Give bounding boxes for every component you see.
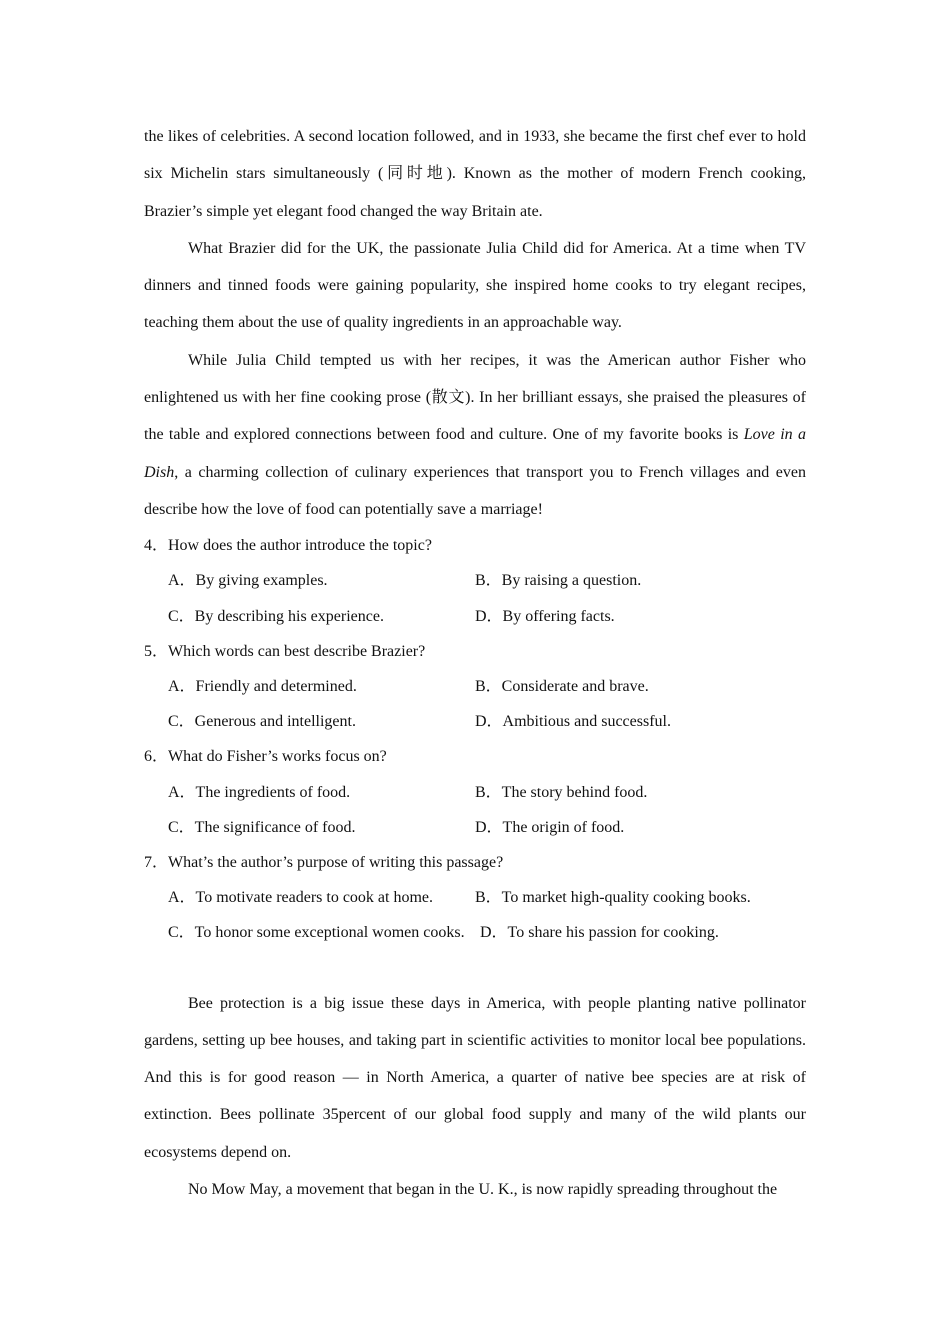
question-5 <box>144 634 806 740</box>
option-row <box>144 669 806 704</box>
option-c: C．By describing his experience. <box>168 607 384 625</box>
option-row <box>144 775 806 810</box>
question-4 <box>144 528 806 634</box>
option-b: B．By raising a question. <box>475 572 642 590</box>
option-row <box>144 880 806 915</box>
question-7 <box>144 845 806 951</box>
option-c: C．The significance of food. <box>168 818 356 836</box>
passage1-paragraph-2: What Brazier did for the UK, the passionate Julia Child did for America. At a time when TV dinners and tinned foods were gaining popularity, she inspired home cooks to try elegant recipes, teaching them about the use of quality ingredients in an approachable way. <box>144 239 806 332</box>
paragraph-text: , a charming collection of culinary experiences that transport you to French villages and even describe how the love of food can potentially save a marriage! <box>144 463 806 518</box>
question-stem: 5．Which words can best describe Brazier? <box>144 642 426 660</box>
option-a: A．The ingredients of food. <box>168 783 351 801</box>
book-title: Love in a Dish <box>144 426 807 481</box>
section-gap <box>144 951 806 985</box>
option-b: B．The story behind food. <box>475 783 648 801</box>
option-row <box>144 563 806 598</box>
option-row <box>144 915 806 950</box>
option-c: C．To honor some exceptional women cooks. <box>168 924 465 942</box>
question-stem: 4．How does the author introduce the topic? <box>144 537 432 555</box>
option-d: D．To share his passion for cooking. <box>480 924 719 942</box>
option-d: D．Ambitious and successful. <box>475 713 671 731</box>
passage2-paragraph-2: No Mow May, a movement that began in the U. K., is now rapidly spreading throughout the <box>188 1181 778 1198</box>
question-6 <box>144 739 806 845</box>
option-d: D．By offering facts. <box>475 607 615 625</box>
option-a: A．Friendly and determined. <box>168 678 357 696</box>
option-d: D．The origin of food. <box>475 818 625 836</box>
option-row <box>144 704 806 739</box>
passage2-paragraph-1: Bee protection is a big issue these days in America, with people planting native pollinator gardens, setting up bee houses, and taking part in scientific activities to monitor local bee populations. And this is for good reason — in North America, a quarter of native bee species are at risk of extinction. Bees pollinate 35percent of our global food supply and many of the wild plants our ecosystems depend on. <box>144 994 806 1161</box>
question-stem: 6．What do Fisher’s works focus on? <box>144 748 387 766</box>
option-row <box>144 810 806 845</box>
passage1-paragraph-1: the likes of celebrities. A second location followed, and in 1933, she became the first chef ever to hold six Michelin stars simultaneously (同时地). Known as the mother of modern French cooking, Brazier’s simple yet elegant food changed the way Britain ate. <box>144 128 806 220</box>
option-a: A．By giving examples. <box>168 572 328 590</box>
question-list <box>144 528 806 950</box>
question-stem: 7．What’s the author’s purpose of writing this passage? <box>144 853 504 871</box>
document-page <box>144 118 806 1208</box>
passage1-paragraph-3 <box>144 342 806 528</box>
paragraph-text: While Julia Child tempted us with her recipes, it was the American author Fisher who enlightened us with her fine cooking prose (散文). In her brilliant essays, she praised the pleasures of the table and explored connections between food and culture. One of my favorite books is <box>144 351 806 444</box>
option-b: B．Considerate and brave. <box>475 678 649 696</box>
option-b: B．To market high-quality cooking books. <box>475 889 751 907</box>
option-a: A．To motivate readers to cook at home. <box>168 889 434 907</box>
option-c: C．Generous and intelligent. <box>168 713 356 731</box>
option-row <box>144 599 806 634</box>
